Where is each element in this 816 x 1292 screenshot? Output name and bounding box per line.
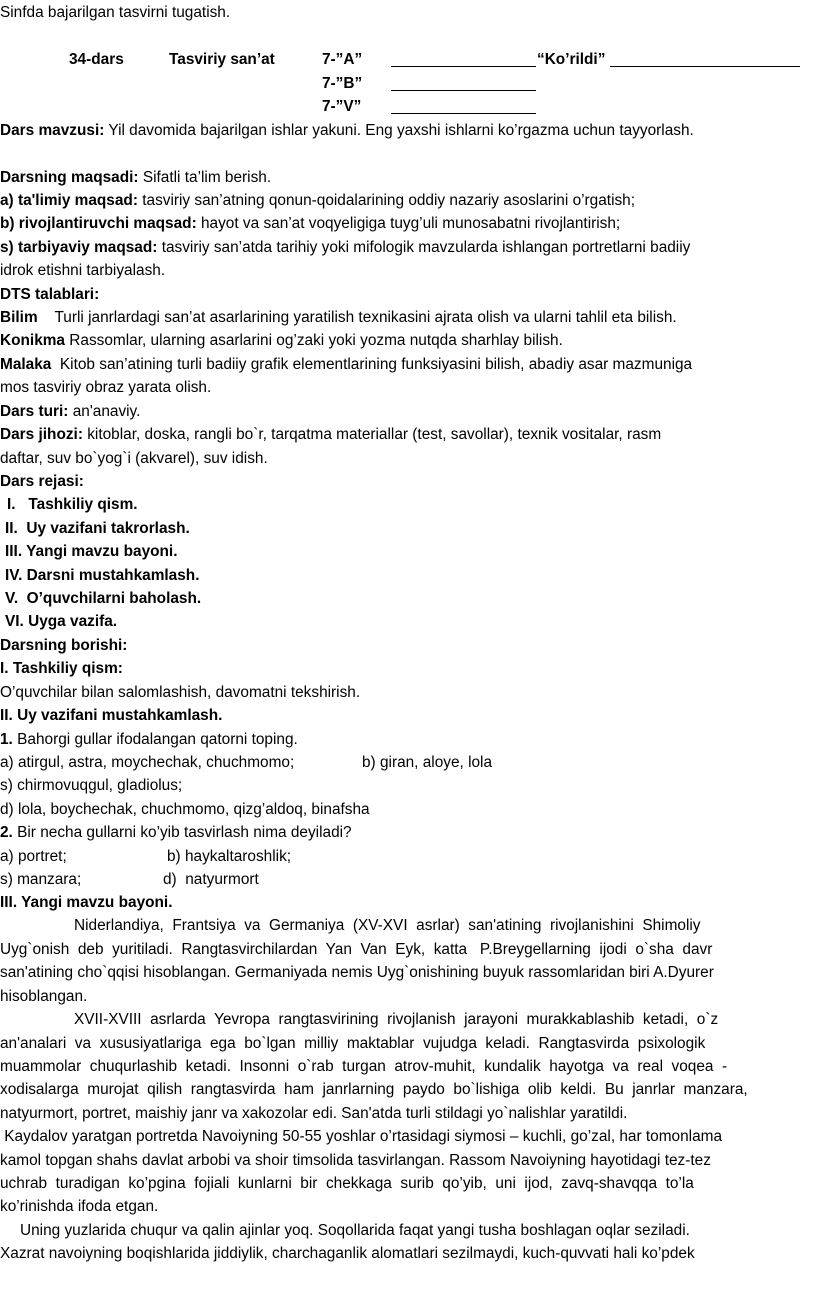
bilim-line <box>0 306 677 329</box>
lesson-number: 34-dars <box>69 51 124 68</box>
paragraph-3-line: kamol topgan shahs davlat arbobi va shoir timsolida tasvirlangan. Rassom Navoiyning hayotidagi tez-tez <box>0 1152 711 1169</box>
section-1-title: I. Tashkiliy qism: <box>0 660 123 677</box>
goal-a-line <box>0 189 635 212</box>
question-1 <box>0 728 298 751</box>
progress-heading: Darsning borishi: <box>0 637 128 654</box>
plan-item: V. O’quvchilarni baholash. <box>5 590 202 607</box>
goal-a-label: a) ta'limiy maqsad: <box>0 192 138 209</box>
q2-option-b: b) haykaltaroshlik; <box>167 848 292 865</box>
goal-s-line <box>0 236 690 259</box>
blank-line-v <box>391 99 536 114</box>
paragraph-1-line: Uyg`onish deb yuritiladi. Rangtasvirchilardan Yan Van Eyk, katta P.Breygellarning ijodi o`sha davr <box>0 941 713 958</box>
paragraph-3-line: Kaydalov yaratgan portretda Navoiyning 50-55 yoshlar o’rtasidagi siymosi – kuchli, go’zal, har tomonlama <box>0 1128 723 1145</box>
q1-option-s: s) chirmovuqgul, gladiolus; <box>0 777 183 794</box>
paragraph-2-line: natyurmort, portret, maishiy janr va xakozolar edi. San'atda turli stildagi yo`nalishlar yaratildi. <box>0 1105 628 1122</box>
paragraph-2-line: muammolar chuqurlashib ketadi. Insonni o`rab turgan atrov-muhit, kundalik hayotga va real voqea - <box>0 1058 728 1075</box>
plan-item: VI. Uyga vazifa. <box>5 613 118 630</box>
q1-option-d: d) lola, boychechak, chuchmomo, qizg’aldoq, binafsha <box>0 801 370 818</box>
approved-signature-line <box>610 52 800 67</box>
section-3-title: III. Yangi mavzu bayoni. <box>0 894 173 911</box>
blank-line-b <box>391 76 536 91</box>
bilim-text: Turli janrlardagi san’at asarlarining yaratilish texnikasini ajrata olish va ularni tahlil eta bilish. <box>54 309 677 326</box>
q2-option-d: d) natyurmort <box>163 871 259 888</box>
approved-label: “Ko’rildi” <box>537 51 606 68</box>
malaka-label: Malaka <box>0 356 52 373</box>
paragraph-3-line: ko’rinishda ifoda etgan. <box>0 1198 159 1215</box>
goal-a-text: tasviriy san’atning qonun-qoidalarining oddiy nazariy asoslarini o’rgatish; <box>142 192 636 209</box>
class-b: 7-”B” <box>322 75 363 92</box>
question-1-number: 1. <box>0 731 13 748</box>
dts-heading: DTS talablari: <box>0 286 100 303</box>
goal-b-line <box>0 212 620 235</box>
goal-b-text: hayot va san’at voqyeligiga tuyg’uli munosabatni rivojlantirish; <box>200 215 621 232</box>
plan-item: IV. Darsni mustahkamlash. <box>5 567 200 584</box>
malaka-line <box>0 353 692 376</box>
konikma-label: Konikma <box>0 332 65 349</box>
q2-option-a: a) portret; <box>0 848 67 865</box>
question-2 <box>0 821 352 844</box>
section-1-text: O’quvchilar bilan salomlashish, davomatni tekshirish. <box>0 684 361 701</box>
paragraph-3-line: uchrab turadigan ko’pgina fojiali kunlarni bir chekkaga surib qo’yib, uni ijod, zavq-shavqqa to’la <box>0 1175 694 1192</box>
goal-label: Darsning maqsadi: <box>0 169 139 186</box>
question-1-text: Bahorgi gullar ifodalangan qatorni toping. <box>17 731 298 748</box>
malaka-text-cont: mos tasviriy obraz yarata olish. <box>0 379 212 396</box>
paragraph-2-line: an'analari va xususiyatlariga ega bo`lgan milliy maktablar vujudga keladi. Rangtasvirda psixologik <box>0 1035 706 1052</box>
paragraph-4: Uning yuzlarida chuqur va qalin ajinlar yoq. Soqollarida faqat yangi tusha boshlagan oqlar seziladi. <box>20 1222 690 1239</box>
type-line <box>0 400 140 423</box>
subject-name: Tasviriy san’at <box>169 51 275 68</box>
q1-option-b: b) giran, aloye, lola <box>362 754 493 771</box>
goal-b-label: b) rivojlantiruvchi maqsad: <box>0 215 197 232</box>
konikma-line <box>0 329 563 352</box>
paragraph-2-line: XVII-XVIII asrlarda Yevropa rangtasvirining rivojlanish jarayoni murakkablashib ketadi, o`z <box>74 1011 719 1028</box>
paragraph-1-line: san'atining cho`qqisi hisoblangan. Germaniyada nemis Uyg`onishining buyuk rassomlaridan biri A.Dyurer <box>0 964 714 981</box>
question-2-text: Bir necha gullarni ko’yib tasvirlash nima deyiladi? <box>17 824 352 841</box>
plan-heading: Dars rejasi: <box>0 473 84 490</box>
goal-s-text-cont: idrok etishni tarbiyalash. <box>0 262 166 279</box>
equipment-text: kitoblar, doska, rangli bo`r, tarqatma materiallar (test, savollar), texnik vositalar, rasm <box>87 426 662 443</box>
intro-line: Sinfda bajarilgan tasvirni tugatish. <box>0 4 231 21</box>
paragraph-5: Xazrat navoiyning boqishlarida jiddiylik, charchaganlik alomatlari sezilmaydi, kuch-quvvati hali ko’pdek <box>0 1245 695 1262</box>
section-2-title: II. Uy vazifani mustahkamlash. <box>0 707 223 724</box>
plan-item: I. Tashkiliy qism. <box>7 496 138 513</box>
type-text: an'anaviy. <box>72 403 141 420</box>
equipment-line <box>0 423 661 446</box>
plan-item: II. Uy vazifani takrorlash. <box>5 520 190 537</box>
class-a: 7-”A” <box>322 51 363 68</box>
goal-text: Sifatli ta’lim berish. <box>142 169 272 186</box>
plan-item: III. Yangi mavzu bayoni. <box>5 543 178 560</box>
type-label: Dars turi: <box>0 403 69 420</box>
goal-s-label: s) tarbiyaviy maqsad: <box>0 239 158 256</box>
topic-text: Yil davomida bajarilgan ishlar yakuni. Eng yaxshi ishlarni ko’rgazma uchun tayyorlash. <box>108 122 694 139</box>
topic-line <box>0 119 694 142</box>
paragraph-2-line: xodisalarga murojat qilish rangtasvirda ham janrlarning paydo bo`lishiga olib keldi. Bu janrlar manzara, <box>0 1081 748 1098</box>
class-v: 7-”V” <box>322 98 362 115</box>
malaka-text: Kitob san’atining turli badiiy grafik elementlarining funksiyasini bilish, abadiy asar mazmuniga <box>59 356 693 373</box>
paragraph-1-line: hisoblangan. <box>0 988 88 1005</box>
equipment-label: Dars jihozi: <box>0 426 83 443</box>
q2-option-s: s) manzara; <box>0 871 82 888</box>
q1-option-a: a) atirgul, astra, moychechak, chuchmomo; <box>0 754 295 771</box>
question-2-number: 2. <box>0 824 13 841</box>
blank-line-a <box>391 52 536 67</box>
goal-line <box>0 166 271 189</box>
bilim-label: Bilim <box>0 309 38 326</box>
konikma-text: Rassomlar, ularning asarlarini og’zaki yoki yozma nutqda sharhlay bilish. <box>69 332 563 349</box>
topic-label: Dars mavzusi: <box>0 122 105 139</box>
paragraph-1-line: Niderlandiya, Frantsiya va Germaniya (XV-XVI asrlar) san'atining rivojlanishini Shimoliy <box>74 917 701 934</box>
equipment-text-cont: daftar, suv bo`yog`i (akvarel), suv idish. <box>0 450 268 467</box>
goal-s-text: tasviriy san’atda tarihiy yoki mifologik mavzularda ishlangan portretlarni badiiy <box>161 239 691 256</box>
